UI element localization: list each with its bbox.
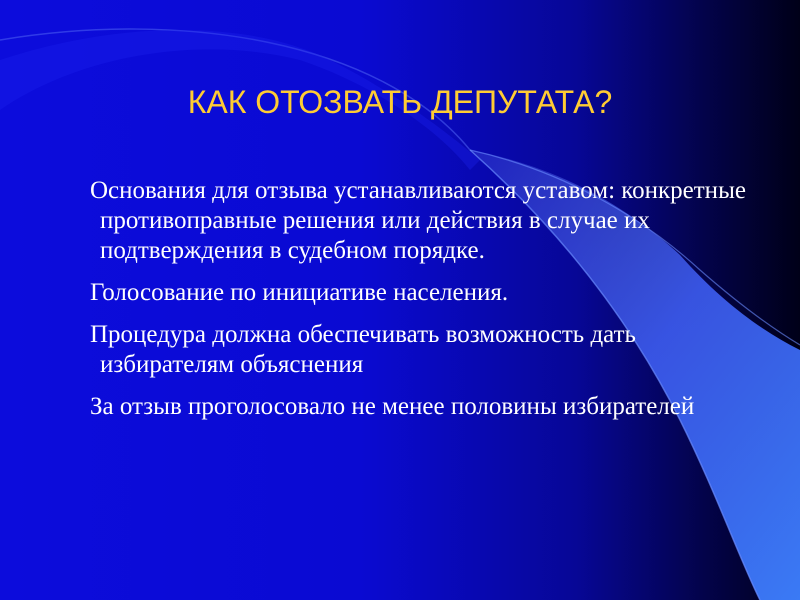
bullet-item: Голосование по инициативе населения. — [90, 279, 509, 306]
bullet-item: Основания для отзыва устанавливаются уставом: конкретные противоправные решения или действия в случае их подтверждения в судебном порядке. — [90, 177, 746, 264]
slide-title: КАК ОТОЗВАТЬ ДЕПУТАТА? — [187, 84, 613, 120]
bullet-list — [90, 176, 750, 434]
bullet-item: Процедура должна обеспечивать возможность дать избирателям объяснения — [90, 321, 636, 378]
bullet-item: За отзыв проголосовало не менее половины избирателей — [90, 393, 695, 420]
